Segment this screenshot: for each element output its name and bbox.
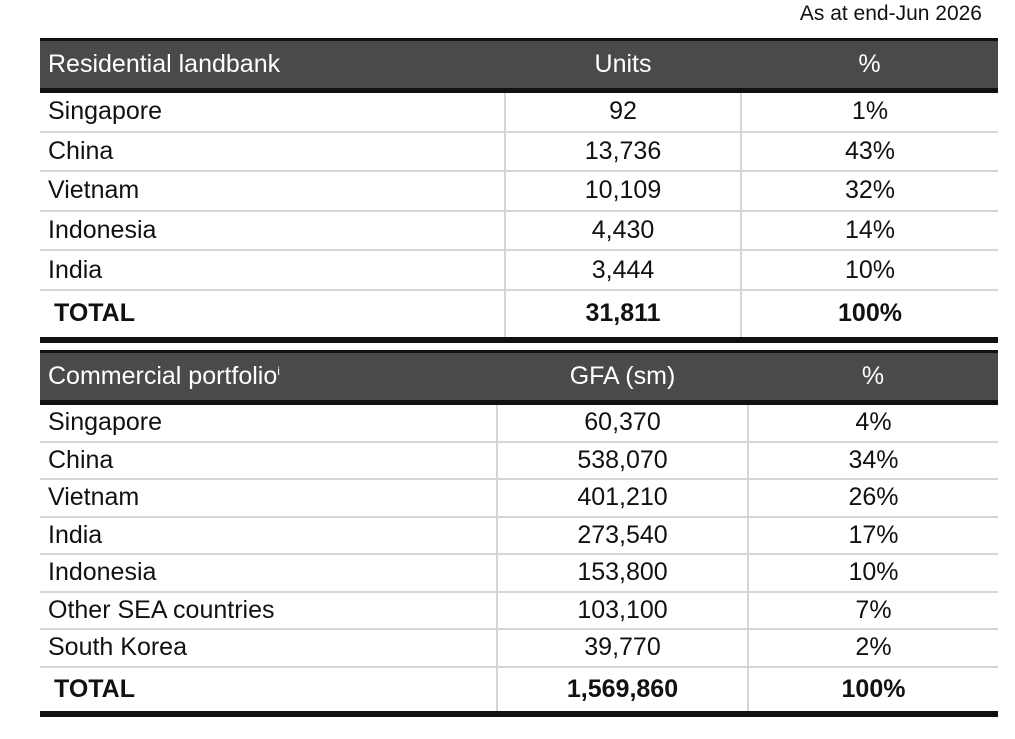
percent-cell: 100%: [741, 290, 998, 340]
table-row: [40, 250, 998, 290]
percent-cell: 17%: [748, 517, 998, 555]
table-row: [40, 479, 998, 517]
column-header-percent: %: [741, 40, 998, 91]
value-cell: 153,800: [497, 554, 748, 592]
value-cell: 60,370: [497, 403, 748, 442]
table-row: [40, 91, 998, 132]
value-cell: 31,811: [505, 290, 741, 340]
table-row: [40, 554, 998, 592]
region-cell: Singapore: [40, 91, 505, 132]
region-cell: Vietnam: [40, 171, 505, 211]
percent-cell: 100%: [748, 667, 998, 714]
table-header-row: [40, 40, 998, 91]
region-cell: China: [40, 442, 497, 480]
value-cell: 273,540: [497, 517, 748, 555]
value-cell: 39,770: [497, 629, 748, 667]
region-cell: India: [40, 250, 505, 290]
percent-cell: 4%: [748, 403, 998, 442]
region-cell: South Korea: [40, 629, 497, 667]
table-row: [40, 517, 998, 555]
region-cell: Vietnam: [40, 479, 497, 517]
region-cell: Other SEA countries: [40, 592, 497, 630]
table-header-row: [40, 352, 998, 403]
table-row: [40, 629, 998, 667]
value-cell: 3,444: [505, 250, 741, 290]
column-header-percent: %: [748, 352, 998, 403]
column-header-region: Residential landbank: [40, 40, 505, 91]
table-row: [40, 211, 998, 251]
as-at-date: As at end-Jun 2026: [799, 2, 982, 25]
region-cell: TOTAL: [40, 667, 497, 714]
value-cell: 92: [505, 91, 741, 132]
percent-cell: 2%: [748, 629, 998, 667]
percent-cell: 1%: [741, 91, 998, 132]
column-header-units: Units: [505, 40, 741, 91]
table-row: [40, 171, 998, 211]
value-cell: 1,569,860: [497, 667, 748, 714]
column-header-label: Commercial portfolio: [48, 362, 278, 390]
percent-cell: 7%: [748, 592, 998, 630]
table-row: [40, 132, 998, 172]
table-row: [40, 403, 998, 442]
residential-landbank-table: [40, 38, 998, 343]
value-cell: 538,070: [497, 442, 748, 480]
value-cell: 103,100: [497, 592, 748, 630]
percent-cell: 10%: [748, 554, 998, 592]
percent-cell: 34%: [748, 442, 998, 480]
column-header-gfa: GFA (sm): [497, 352, 748, 403]
percent-cell: 43%: [741, 132, 998, 172]
percent-cell: 10%: [741, 250, 998, 290]
percent-cell: 26%: [748, 479, 998, 517]
table-row: [40, 442, 998, 480]
region-cell: Indonesia: [40, 211, 505, 251]
footnote-marker: i: [277, 364, 280, 378]
region-cell: TOTAL: [40, 290, 505, 340]
percent-cell: 14%: [741, 211, 998, 251]
table-row: [40, 592, 998, 630]
value-cell: 4,430: [505, 211, 741, 251]
column-header-region: [40, 352, 497, 403]
region-cell: India: [40, 517, 497, 555]
value-cell: 401,210: [497, 479, 748, 517]
total-row: [40, 290, 998, 340]
region-cell: Singapore: [40, 403, 497, 442]
value-cell: 13,736: [505, 132, 741, 172]
commercial-portfolio-table: [40, 350, 998, 717]
percent-cell: 32%: [741, 171, 998, 211]
total-row: [40, 667, 998, 714]
region-cell: China: [40, 132, 505, 172]
region-cell: Indonesia: [40, 554, 497, 592]
value-cell: 10,109: [505, 171, 741, 211]
